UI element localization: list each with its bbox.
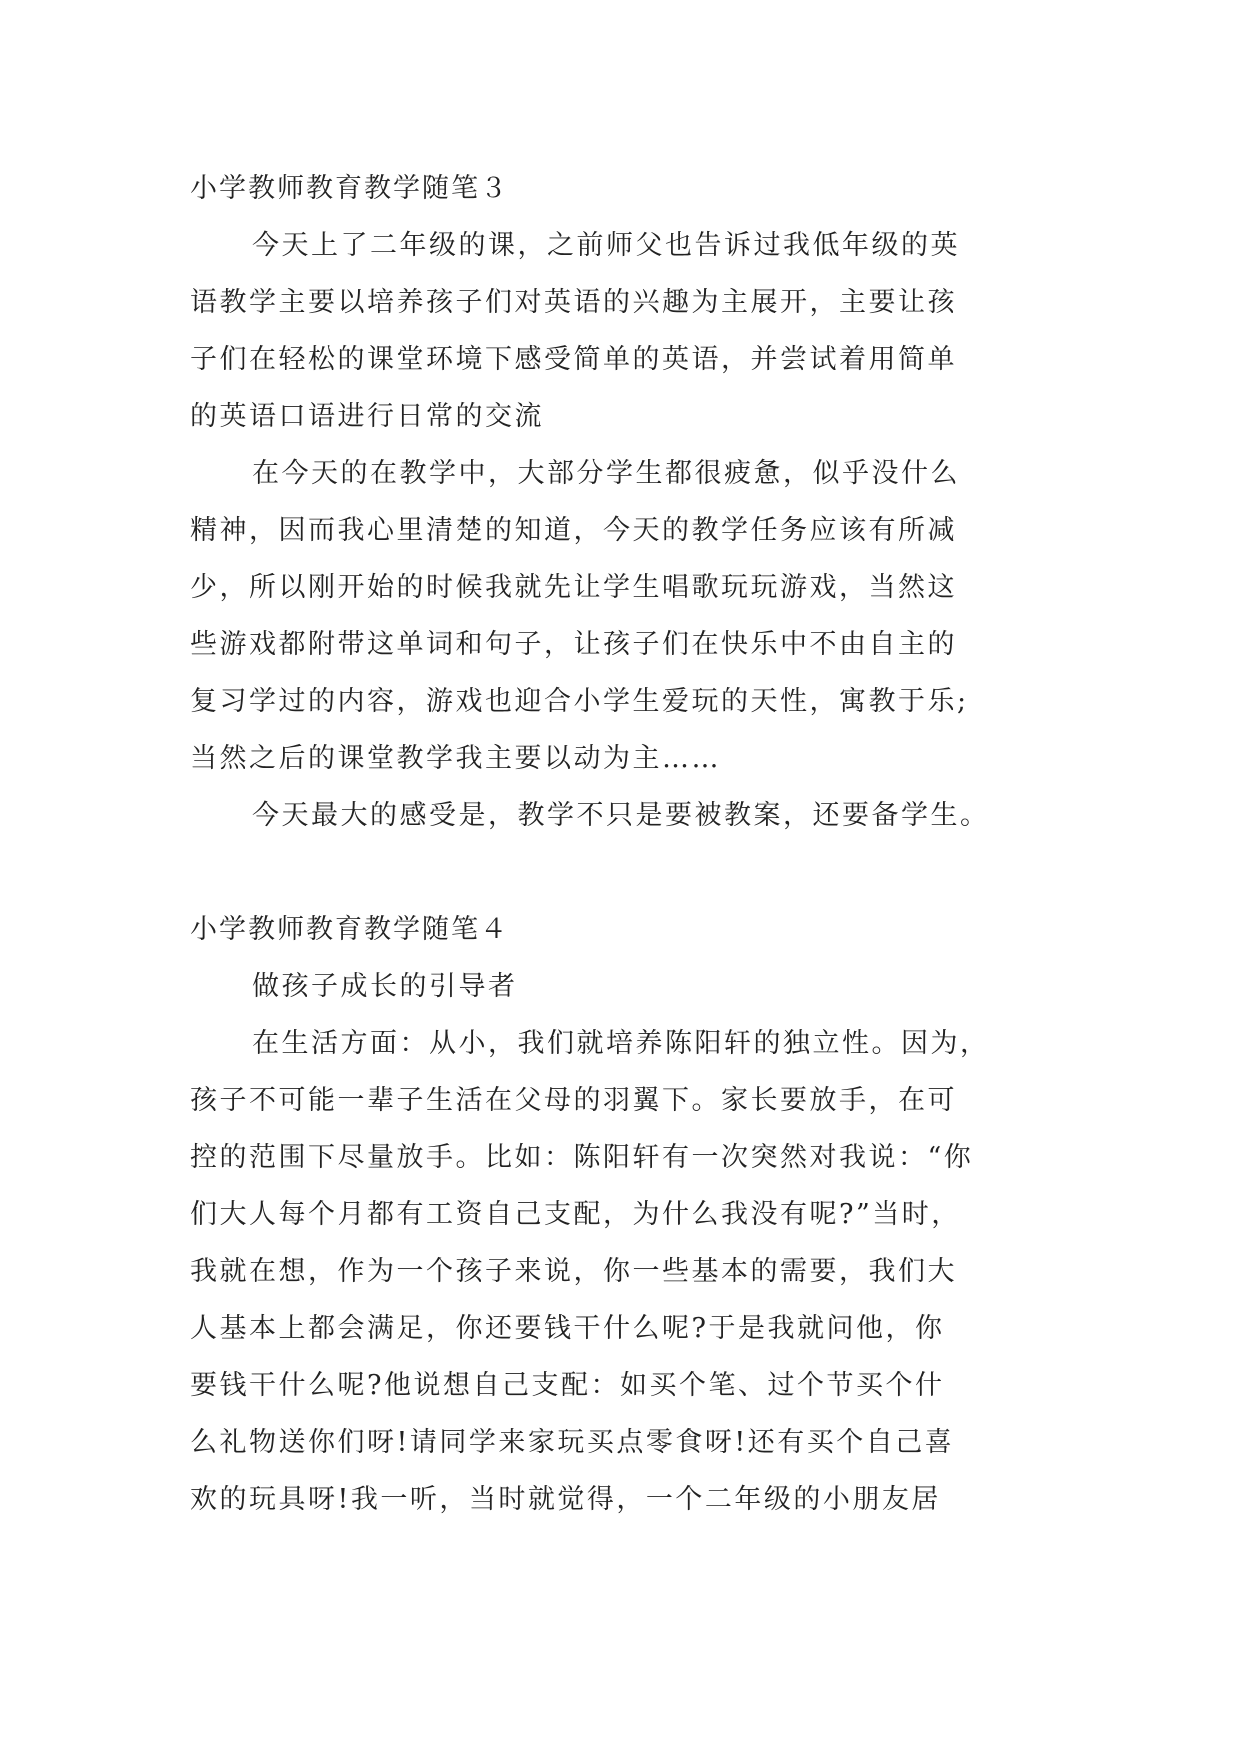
text-line: 些游戏都附带这单词和句子，让孩子们在快乐中不由自主的 <box>190 629 957 660</box>
section-subtitle: 做孩子成长的引导者 <box>252 971 518 1002</box>
text-line: 子们在轻松的课堂环境下感受简单的英语，并尝试着用简单 <box>190 344 957 375</box>
text-line: 今天最大的感受是，教学不只是要被教案，还要备学生。 <box>252 800 990 831</box>
text-line: 人基本上都会满足，你还要钱干什么呢?于是我就问他，你 <box>190 1313 945 1344</box>
text-line: 今天上了二年级的课，之前师父也告诉过我低年级的英 <box>252 230 960 261</box>
text-line: 么礼物送你们呀!请同学来家玩买点零食呀!还有买个自己喜 <box>190 1427 955 1458</box>
paragraph <box>190 787 1050 844</box>
paragraph <box>190 445 1050 787</box>
document-page <box>190 160 1050 1528</box>
section-spacer <box>190 844 1050 901</box>
section-title: 小学教师教育教学随笔３ <box>190 173 509 204</box>
text-line: 语教学主要以培养孩子们对英语的兴趣为主展开，主要让孩 <box>190 287 957 318</box>
text-line: 要钱干什么呢?他说想自己支配：如买个笔、过个节买个什 <box>190 1370 945 1401</box>
text-line: 精神，因而我心里清楚的知道，今天的教学任务应该有所减 <box>190 515 957 546</box>
text-line: 们大人每个月都有工资自己支配，为什么我没有呢?”当时， <box>190 1199 961 1230</box>
section-title: 小学教师教育教学随笔４ <box>190 914 509 945</box>
text-line: 欢的玩具呀!我一听，当时就觉得，一个二年级的小朋友居 <box>190 1484 941 1515</box>
text-line: 当然之后的课堂教学我主要以动为主…… <box>190 743 721 774</box>
paragraph <box>190 217 1050 445</box>
text-line: 在生活方面：从小，我们就培养陈阳轩的独立性。因为， <box>252 1028 990 1059</box>
text-line: 在今天的在教学中，大部分学生都很疲惫，似乎没什么 <box>252 458 960 489</box>
text-line: 孩子不可能一辈子生活在父母的羽翼下。家长要放手，在可 <box>190 1085 957 1116</box>
text-line: 的英语口语进行日常的交流 <box>190 401 544 432</box>
text-line: 复习学过的内容，游戏也迎合小学生爱玩的天性，寓教于乐; <box>190 686 969 717</box>
text-line: 控的范围下尽量放手。比如：陈阳轩有一次突然对我说：“你 <box>190 1142 974 1173</box>
text-line: 少，所以刚开始的时候我就先让学生唱歌玩玩游戏，当然这 <box>190 572 957 603</box>
paragraph <box>190 1015 1050 1528</box>
text-line: 我就在想，作为一个孩子来说，你一些基本的需要，我们大 <box>190 1256 957 1287</box>
